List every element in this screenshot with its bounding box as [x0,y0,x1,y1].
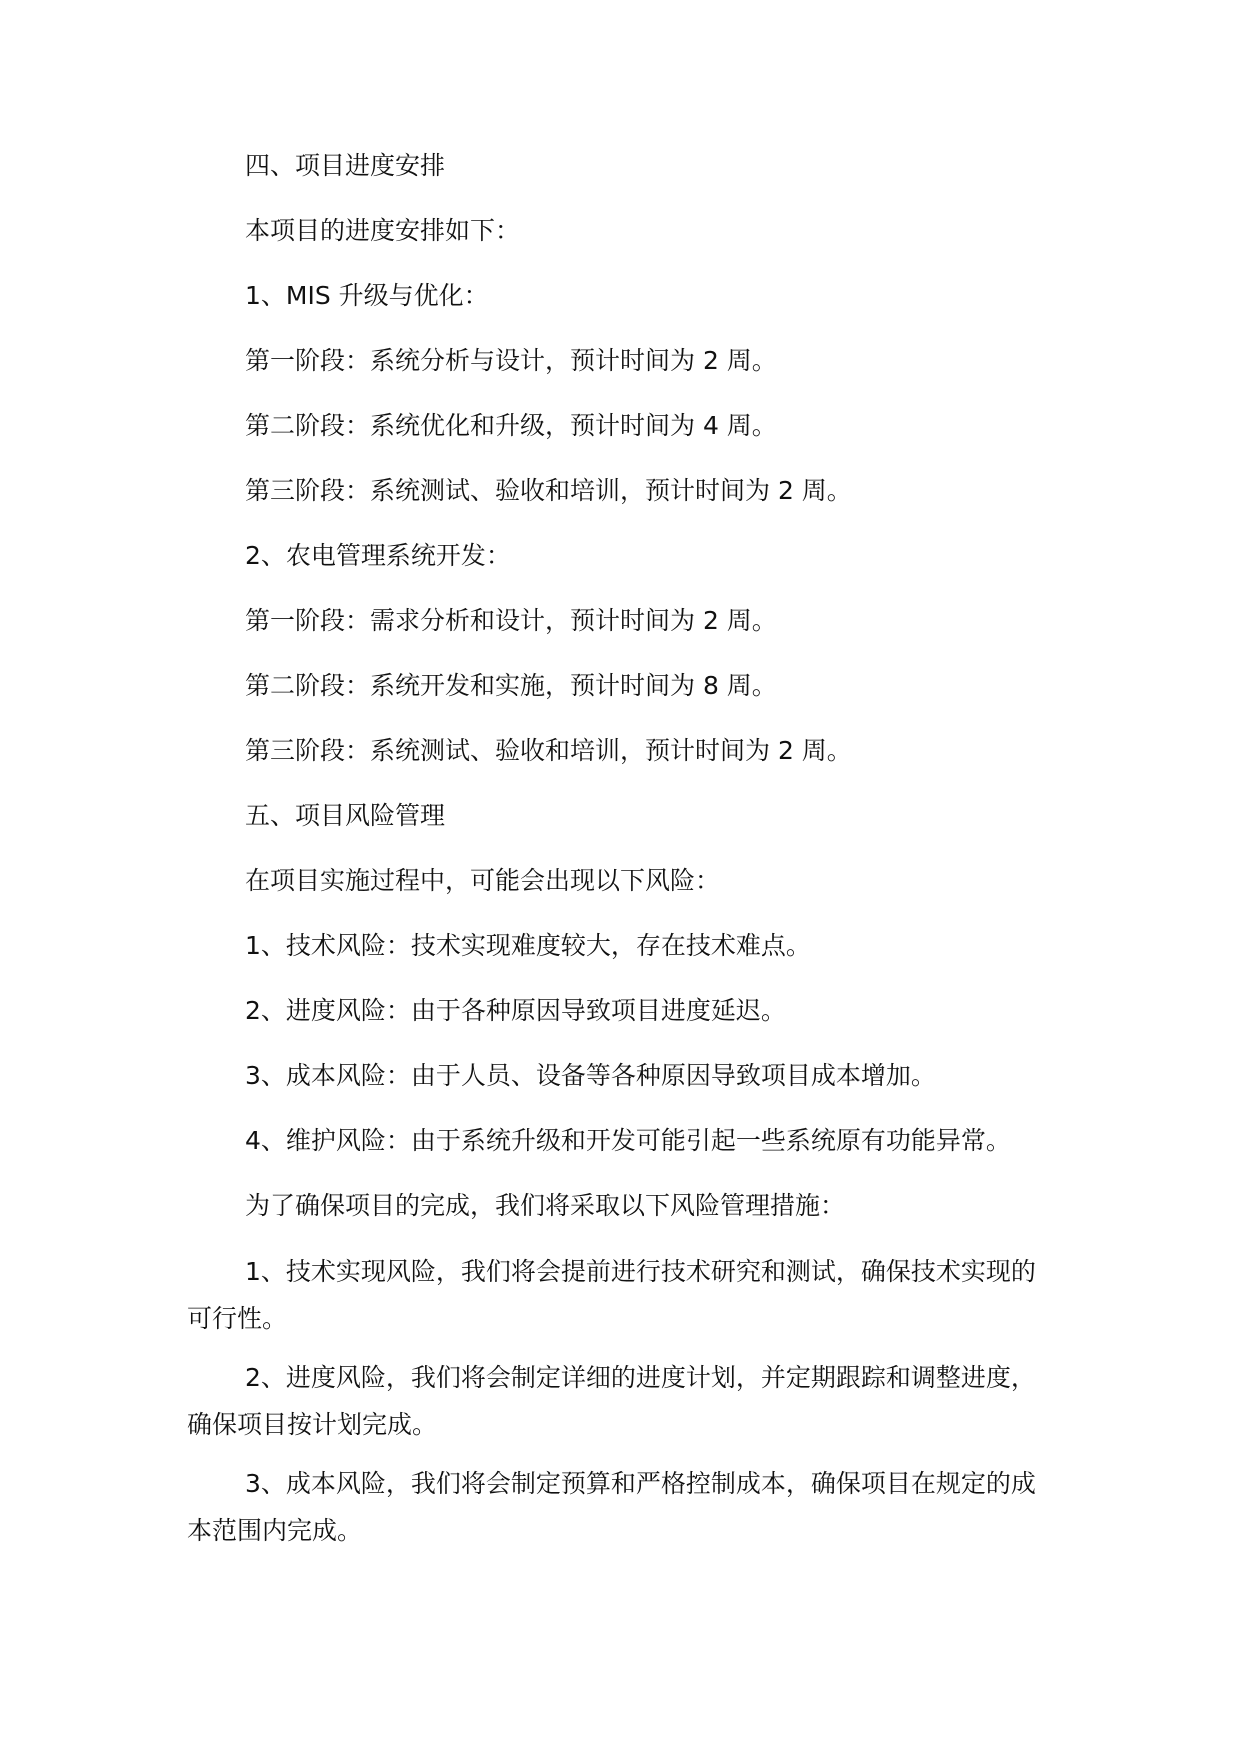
measure-paragraph: 3、成本风险，我们将会制定预算和严格控制成本，确保项目在规定的成本范围内完成。 [187,1469,1036,1545]
document-body [187,152,1057,1575]
phase-line: 第一阶段：系统分析与设计，预计时间为 2 周。 [245,346,777,375]
phase-line: 第三阶段：系统测试、验收和培训，预计时间为 2 周。 [245,736,852,765]
risk-item: 3、成本风险：由于人员、设备等各种原因导致项目成本增加。 [245,1061,936,1090]
phase-line: 第三阶段：系统测试、验收和培训，预计时间为 2 周。 [245,476,852,505]
risk-item: 1、技术风险：技术实现难度较大，存在技术难点。 [245,931,811,960]
list-item: 1、MIS 升级与优化： [245,281,489,310]
section-heading: 五、项目风险管理 [245,801,446,830]
measure-paragraph: 2、进度风险，我们将会制定详细的进度计划，并定期跟踪和调整进度，确保项目按计划完成。 [187,1363,1036,1439]
paragraph: 本项目的进度安排如下： [245,216,521,245]
list-item: 2、农电管理系统开发： [245,541,511,570]
paragraph: 为了确保项目的完成，我们将采取以下风险管理措施： [245,1191,846,1220]
measure-paragraph: 1、技术实现风险，我们将会提前进行技术研究和测试，确保技术实现的可行性。 [187,1257,1036,1333]
phase-line: 第一阶段：需求分析和设计，预计时间为 2 周。 [245,606,777,635]
phase-line: 第二阶段：系统优化和升级，预计时间为 4 周。 [245,411,777,440]
risk-item: 4、维护风险：由于系统升级和开发可能引起一些系统原有功能异常。 [245,1126,1011,1155]
paragraph: 在项目实施过程中，可能会出现以下风险： [245,866,721,895]
phase-line: 第二阶段：系统开发和实施，预计时间为 8 周。 [245,671,777,700]
risk-item: 2、进度风险：由于各种原因导致项目进度延迟。 [245,996,786,1025]
section-heading: 四、项目进度安排 [245,151,446,180]
